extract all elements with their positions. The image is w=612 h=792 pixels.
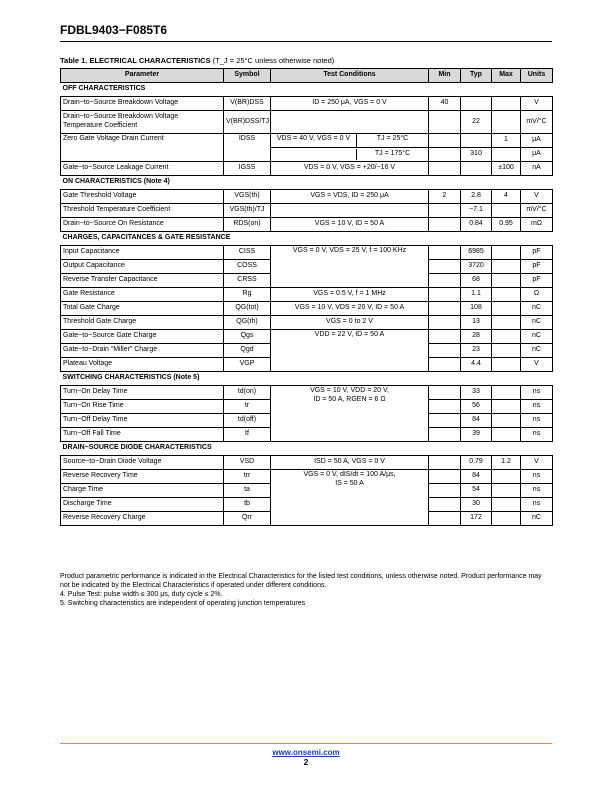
max-cell xyxy=(492,484,521,498)
typ-cell: 33 xyxy=(461,386,492,400)
symbol-cell: VSD xyxy=(224,456,271,470)
min-cell xyxy=(429,456,461,470)
table-row xyxy=(61,134,553,148)
min-cell xyxy=(429,302,461,316)
min-cell xyxy=(429,148,461,162)
condition-cell xyxy=(271,134,429,148)
param-cell: Threshold Gate Charge xyxy=(61,316,224,330)
param-cell: Reverse Recovery Charge xyxy=(61,512,224,526)
table-caption-condition: (T_J = 25°C unless otherwise noted) xyxy=(212,56,335,65)
min-cell xyxy=(429,344,461,358)
unit-cell: nC xyxy=(521,330,553,344)
min-cell xyxy=(429,484,461,498)
param-cell: Output Capacitance xyxy=(61,260,224,274)
param-cell: Plateau Voltage xyxy=(61,358,224,372)
table-row xyxy=(61,316,553,330)
param-cell: Total Gate Charge xyxy=(61,302,224,316)
condition-cell xyxy=(271,386,429,442)
typ-cell xyxy=(461,97,492,111)
condition-cell: VDD = 22 V, ID = 50 A xyxy=(271,330,429,372)
max-cell xyxy=(492,260,521,274)
unit-cell: ns xyxy=(521,400,553,414)
max-cell xyxy=(492,512,521,526)
unit-cell: μA xyxy=(521,148,553,162)
table-row xyxy=(61,456,553,470)
typ-cell: 172 xyxy=(461,512,492,526)
min-cell: 2 xyxy=(429,190,461,204)
param-cell: Gate−to−Source Gate Charge xyxy=(61,330,224,344)
max-cell xyxy=(492,316,521,330)
min-cell xyxy=(429,246,461,260)
unit-cell: ns xyxy=(521,470,553,484)
condition-cell: VGS = 10 V, ID = 50 A xyxy=(271,218,429,232)
min-cell xyxy=(429,512,461,526)
unit-cell: V xyxy=(521,358,553,372)
document-title: FDBL9403−F085T6 xyxy=(60,23,168,37)
max-cell xyxy=(492,358,521,372)
max-cell xyxy=(492,111,521,134)
param-cell: Gate−to−Drain “Miller” Charge xyxy=(61,344,224,358)
unit-cell: nC xyxy=(521,512,553,526)
website-link[interactable]: www.onsemi.com xyxy=(272,748,340,757)
table-row xyxy=(61,218,553,232)
max-cell xyxy=(492,246,521,260)
max-cell: ±100 xyxy=(492,162,521,176)
table-caption xyxy=(60,56,334,65)
col-header-test-conditions: Test Conditions xyxy=(271,69,429,83)
max-cell: 0.95 xyxy=(492,218,521,232)
unit-cell: nC xyxy=(521,344,553,358)
section-diode: DRAIN−SOURCE DIODE CHARACTERISTICS xyxy=(61,442,553,456)
typ-cell: 84 xyxy=(461,414,492,428)
typ-cell: 28 xyxy=(461,330,492,344)
symbol-cell: Qgs xyxy=(224,330,271,344)
min-cell xyxy=(429,414,461,428)
max-cell xyxy=(492,288,521,302)
electrical-characteristics-table xyxy=(60,68,553,526)
disclaimer-note: Product parametric performance is indicated in the Electrical Characteristics for the listed test conditions, unless otherwise noted. Product performance may not be indicated by the Electrical Characteristics if operated under different conditions. xyxy=(60,573,542,589)
param-cell: Gate Threshold Voltage xyxy=(61,190,224,204)
table-header-row xyxy=(61,69,553,83)
param-cell: Reverse Recovery Time xyxy=(61,470,224,484)
max-cell xyxy=(492,498,521,512)
param-cell: Turn−Off Fall Time xyxy=(61,428,224,442)
note-5: 5. Switching characteristics are independent of operating junction temperatures xyxy=(60,599,306,607)
max-cell xyxy=(492,330,521,344)
param-cell: Zero Gate Voltage Drain Current xyxy=(61,134,224,162)
typ-cell: 2.8 xyxy=(461,190,492,204)
typ-cell: 3720 xyxy=(461,260,492,274)
unit-cell: ns xyxy=(521,414,553,428)
section-on-note: (Note 4) xyxy=(143,178,170,186)
footer-rule xyxy=(60,743,552,744)
symbol-cell: QG(th) xyxy=(224,316,271,330)
typ-cell: 108 xyxy=(461,302,492,316)
symbol-cell: td(off) xyxy=(224,414,271,428)
unit-cell: Ω xyxy=(521,288,553,302)
col-header-symbol: Symbol xyxy=(224,69,271,83)
max-cell xyxy=(492,204,521,218)
param-cell: Threshold Temperature Coefficient xyxy=(61,204,224,218)
max-cell xyxy=(492,274,521,288)
max-cell xyxy=(492,414,521,428)
min-cell xyxy=(429,330,461,344)
max-cell xyxy=(492,400,521,414)
param-cell: Gate−to−Source Leakage Current xyxy=(61,162,224,176)
switching-cond-line-2: ID = 50 A, RGEN = 6 Ω xyxy=(313,395,386,403)
condition-cell: VGS = 10 V, VDS = 20 V, ID = 50 A xyxy=(271,302,429,316)
symbol-cell: VGP xyxy=(224,358,271,372)
min-cell xyxy=(429,162,461,176)
typ-cell: 0.79 xyxy=(461,456,492,470)
table-row xyxy=(61,204,553,218)
unit-cell: ns xyxy=(521,498,553,512)
symbol-cell: tr xyxy=(224,400,271,414)
typ-cell: 54 xyxy=(461,484,492,498)
min-cell xyxy=(429,386,461,400)
typ-cell: 4.4 xyxy=(461,358,492,372)
min-cell xyxy=(429,358,461,372)
symbol-cell: CISS xyxy=(224,246,271,260)
condition-cell xyxy=(271,470,429,526)
unit-cell: ns xyxy=(521,484,553,498)
typ-cell xyxy=(461,162,492,176)
max-cell xyxy=(492,97,521,111)
symbol-cell: Qgd xyxy=(224,344,271,358)
symbol-cell: VGS(th)/TJ xyxy=(224,204,271,218)
max-cell: 1 xyxy=(492,134,521,148)
typ-cell: 30 xyxy=(461,498,492,512)
unit-cell: nA xyxy=(521,162,553,176)
typ-cell: 22 xyxy=(461,111,492,134)
section-on-title: ON CHARACTERISTICS xyxy=(62,178,142,186)
section-switching xyxy=(61,372,553,386)
condition-cell: ID = 250 μA, VGS = 0 V xyxy=(271,97,429,111)
min-cell xyxy=(429,498,461,512)
unit-cell: pF xyxy=(521,246,553,260)
symbol-cell: ta xyxy=(224,484,271,498)
section-switching-note: (Note 5) xyxy=(173,374,200,382)
condition-cell: VGS = 0 V, VDS = 25 V, f = 100 KHz xyxy=(271,246,429,288)
min-cell xyxy=(429,470,461,484)
symbol-cell: trr xyxy=(224,470,271,484)
col-header-typ: Typ xyxy=(461,69,492,83)
unit-cell: V xyxy=(521,456,553,470)
max-cell xyxy=(492,148,521,162)
col-header-min: Min xyxy=(429,69,461,83)
param-cell: Turn−Off Delay Time xyxy=(61,414,224,428)
symbol-cell: td(on) xyxy=(224,386,271,400)
diode-cond-line-2: IS = 50 A xyxy=(335,479,364,487)
table-row xyxy=(61,288,553,302)
min-cell xyxy=(429,218,461,232)
typ-cell: 1.1 xyxy=(461,288,492,302)
param-cell: Drain−to−Source On Resistance xyxy=(61,218,224,232)
param-cell: Discharge Time xyxy=(61,498,224,512)
symbol-cell: V(BR)DSS/TJ xyxy=(224,111,271,134)
condition-cell xyxy=(271,111,429,134)
condition-cell: VGS = 0.5 V, f = 1 MHz xyxy=(271,288,429,302)
section-on xyxy=(61,176,553,190)
unit-cell: mV/°C xyxy=(521,204,553,218)
param-cell: Turn−On Delay Time xyxy=(61,386,224,400)
symbol-cell: QG(tot) xyxy=(224,302,271,316)
min-cell xyxy=(429,428,461,442)
table-row xyxy=(61,246,553,260)
table-row xyxy=(61,162,553,176)
param-line-1: Drain−to−Source Breakdown Voltage xyxy=(63,113,179,121)
condition-cell: ISD = 50 A, VGS = 0 V xyxy=(271,456,429,470)
unit-cell: V xyxy=(521,97,553,111)
table-row xyxy=(61,470,553,484)
table-caption-title: Table 1. ELECTRICAL CHARACTERISTICS xyxy=(60,56,211,65)
section-switching-title: SWITCHING CHARACTERISTICS xyxy=(62,374,172,382)
param-cell xyxy=(61,111,224,134)
col-header-units: Units xyxy=(521,69,553,83)
param-cell: Drain−to−Source Breakdown Voltage xyxy=(61,97,224,111)
unit-cell: ns xyxy=(521,386,553,400)
min-cell xyxy=(429,288,461,302)
table-row xyxy=(61,111,553,134)
col-header-max: Max xyxy=(492,69,521,83)
param-cell: Gate Resistance xyxy=(61,288,224,302)
typ-cell xyxy=(461,134,492,148)
typ-cell: 68 xyxy=(461,274,492,288)
condition-cell xyxy=(271,148,429,162)
section-charges: CHARGES, CAPACITANCES & GATE RESISTANCE xyxy=(61,232,553,246)
typ-cell: −7.1 xyxy=(461,204,492,218)
symbol-cell: V(BR)DSS xyxy=(224,97,271,111)
idss-temp-175: TJ = 175°C xyxy=(374,150,411,158)
unit-cell: mΩ xyxy=(521,218,553,232)
max-cell: 4 xyxy=(492,190,521,204)
idss-temp-25: TJ = 25°C xyxy=(376,135,409,142)
min-cell xyxy=(429,260,461,274)
notes-block xyxy=(60,573,552,609)
page-number: 2 xyxy=(303,758,309,767)
table-row xyxy=(61,190,553,204)
symbol-cell: tb xyxy=(224,498,271,512)
table-row xyxy=(61,386,553,400)
unit-cell: nC xyxy=(521,302,553,316)
unit-cell: ns xyxy=(521,428,553,442)
min-cell xyxy=(429,316,461,330)
typ-cell: 23 xyxy=(461,344,492,358)
diode-cond-line-1: VGS = 0 V, dIS/dt = 100 A/μs, xyxy=(303,471,396,478)
unit-cell: pF xyxy=(521,274,553,288)
symbol-cell: IDSS xyxy=(224,134,271,162)
param-cell: Source−to−Drain Diode Voltage xyxy=(61,456,224,470)
symbol-cell: tf xyxy=(224,428,271,442)
max-cell xyxy=(492,344,521,358)
condition-cell: VGS = 0 to 2 V xyxy=(271,316,429,330)
note-4: 4. Pulse Test: pulse width ≤ 300 μs, duty cycle ≤ 2%. xyxy=(60,590,223,598)
param-cell: Turn−On Rise Time xyxy=(61,400,224,414)
condition-cell: VDS = 0 V, VGS = +20/−16 V xyxy=(271,162,429,176)
section-off: OFF CHARACTERISTICS xyxy=(61,83,553,97)
title-rule xyxy=(60,41,552,42)
table-row xyxy=(61,330,553,344)
unit-cell: mV/°C xyxy=(521,111,553,134)
symbol-cell: COSS xyxy=(224,260,271,274)
table-row xyxy=(61,97,553,111)
symbol-cell: VGS(th) xyxy=(224,190,271,204)
table-row xyxy=(61,302,553,316)
typ-cell: 310 xyxy=(461,148,492,162)
symbol-cell: IGSS xyxy=(224,162,271,176)
param-cell: Charge Time xyxy=(61,484,224,498)
max-cell xyxy=(492,428,521,442)
unit-cell: V xyxy=(521,190,553,204)
symbol-cell: Qrr xyxy=(224,512,271,526)
param-cell: Input Capacitance xyxy=(61,246,224,260)
typ-cell: 13 xyxy=(461,316,492,330)
max-cell xyxy=(492,386,521,400)
max-cell xyxy=(492,302,521,316)
typ-cell: 84 xyxy=(461,470,492,484)
switching-cond-line-1: VGS = 10 V, VDD = 20 V, xyxy=(310,387,389,394)
param-cell: Reverse Transfer Capacitance xyxy=(61,274,224,288)
typ-cell: 56 xyxy=(461,400,492,414)
min-cell xyxy=(429,111,461,134)
min-cell: 40 xyxy=(429,97,461,111)
param-line-2: Temperature Coefficient xyxy=(63,122,138,129)
unit-cell: nC xyxy=(521,316,553,330)
typ-cell: 39 xyxy=(461,428,492,442)
typ-cell: 6985 xyxy=(461,246,492,260)
max-cell: 1.2 xyxy=(492,456,521,470)
condition-cell: VGS = VDS, ID = 250 μA xyxy=(271,190,429,204)
idss-condition: VDS = 40 V, VGS = 0 V xyxy=(271,134,357,147)
symbol-cell: CRSS xyxy=(224,274,271,288)
min-cell xyxy=(429,274,461,288)
min-cell xyxy=(429,134,461,148)
condition-cell xyxy=(271,204,429,218)
symbol-cell: Rg xyxy=(224,288,271,302)
unit-cell: μA xyxy=(521,134,553,148)
typ-cell: 0.84 xyxy=(461,218,492,232)
col-header-parameter: Parameter xyxy=(61,69,224,83)
min-cell xyxy=(429,400,461,414)
max-cell xyxy=(492,470,521,484)
unit-cell: pF xyxy=(521,260,553,274)
min-cell xyxy=(429,204,461,218)
symbol-cell: RDS(on) xyxy=(224,218,271,232)
